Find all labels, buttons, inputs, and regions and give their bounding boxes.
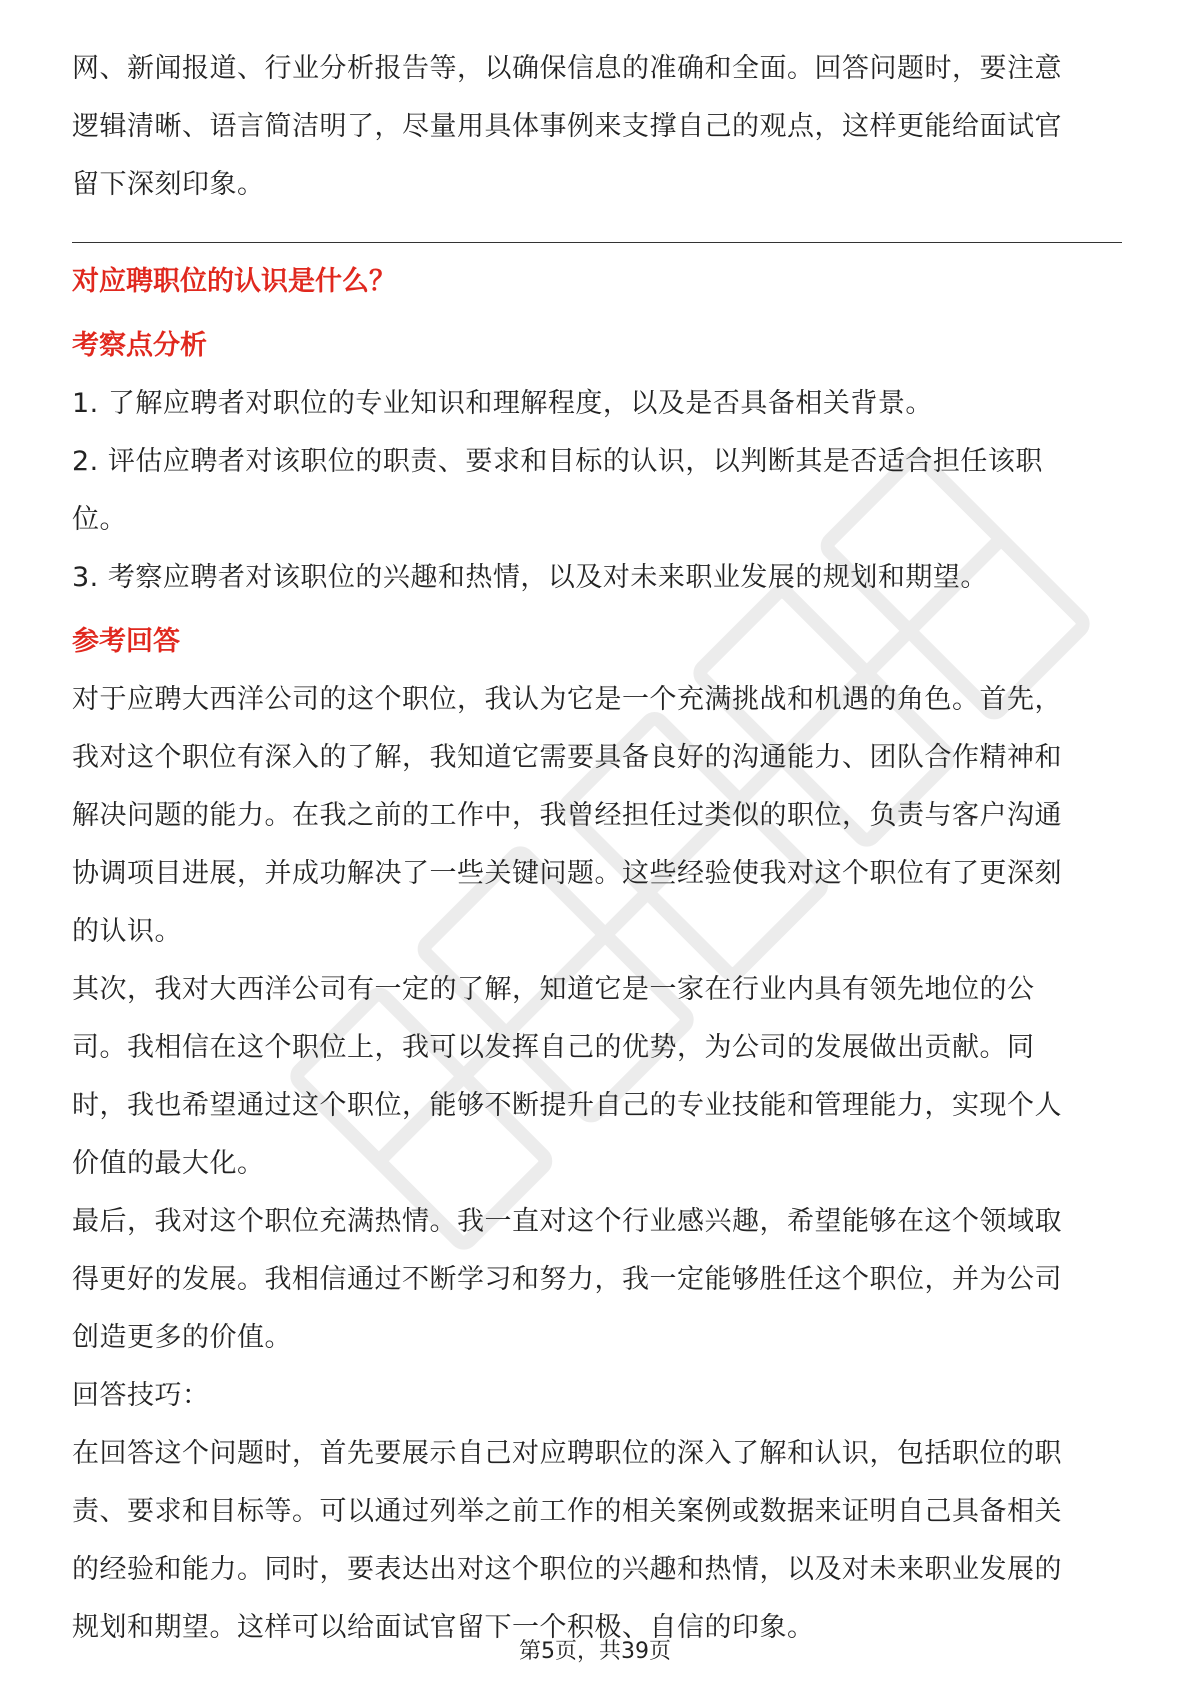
answer-line: 协调项目进展，并成功解决了一些关键问题。这些经验使我对这个职位有了更深刻 xyxy=(72,858,1062,889)
intro-paragraph xyxy=(72,40,1122,214)
analysis-item: 1. 了解应聘者对职位的专业知识和理解程度，以及是否具备相关背景。 xyxy=(72,388,933,419)
answer-line: 创造更多的价值。 xyxy=(72,1322,292,1353)
answer-line: 对于应聘大西洋公司的这个职位，我认为它是一个充满挑战和机遇的角色。首先， xyxy=(72,684,1062,715)
analysis-item: 位。 xyxy=(72,504,127,535)
analysis-item: 3. 考察应聘者对该职位的兴趣和热情，以及对未来职业发展的规划和期望。 xyxy=(72,562,988,593)
section-divider xyxy=(72,242,1122,243)
analysis-title: 考察点分析 xyxy=(72,330,207,361)
answer-line: 解决问题的能力。在我之前的工作中，我曾经担任过类似的职位，负责与客户沟通 xyxy=(72,800,1062,831)
answer-line: 的认识。 xyxy=(72,916,182,947)
tips-body xyxy=(72,1425,1122,1657)
intro-line: 留下深刻印象。 xyxy=(72,169,265,200)
intro-line: 逻辑清晰、语言简洁明了，尽量用具体事例来支撑自己的观点，这样更能给面试官 xyxy=(72,111,1062,142)
document-page xyxy=(72,40,1122,1657)
answer-body xyxy=(72,671,1122,1367)
answer-line: 价值的最大化。 xyxy=(72,1148,265,1179)
tips-line: 责、要求和目标等。可以通过列举之前工作的相关案例或数据来证明自己具备相关 xyxy=(72,1496,1062,1527)
answer-line: 得更好的发展。我相信通过不断学习和努力，我一定能够胜任这个职位，并为公司 xyxy=(72,1264,1062,1295)
answer-line: 其次，我对大西洋公司有一定的了解，知道它是一家在行业内具有领先地位的公 xyxy=(72,974,1035,1005)
page-number: 第5页，共39页 xyxy=(519,1639,671,1664)
tips-line: 在回答这个问题时，首先要展示自己对应聘职位的深入了解和认识，包括职位的职 xyxy=(72,1438,1062,1469)
answer-line: 时，我也希望通过这个职位，能够不断提升自己的专业技能和管理能力，实现个人 xyxy=(72,1090,1062,1121)
answer-title: 参考回答 xyxy=(72,626,180,657)
answer-line: 我对这个职位有深入的了解，我知道它需要具备良好的沟通能力、团队合作精神和 xyxy=(72,742,1062,773)
answer-line: 司。我相信在这个职位上，我可以发挥自己的优势，为公司的发展做出贡献。同 xyxy=(72,1032,1035,1063)
tips-title: 回答技巧： xyxy=(72,1380,210,1411)
answer-line: 最后，我对这个职位充满热情。我一直对这个行业感兴趣，希望能够在这个领域取 xyxy=(72,1206,1062,1237)
question-heading: 对应聘职位的认识是什么？ xyxy=(72,266,396,297)
analysis-list xyxy=(72,375,1122,607)
intro-line: 网、新闻报道、行业分析报告等，以确保信息的准确和全面。回答问题时，要注意 xyxy=(72,53,1062,84)
tips-line: 的经验和能力。同时，要表达出对这个职位的兴趣和热情，以及对未来职业发展的 xyxy=(72,1554,1062,1585)
analysis-item: 2. 评估应聘者对该职位的职责、要求和目标的认识，以判断其是否适合担任该职 xyxy=(72,446,1043,477)
tips-line: 规划和期望。这样可以给面试官留下一个积极、自信的印象。 xyxy=(72,1612,815,1643)
